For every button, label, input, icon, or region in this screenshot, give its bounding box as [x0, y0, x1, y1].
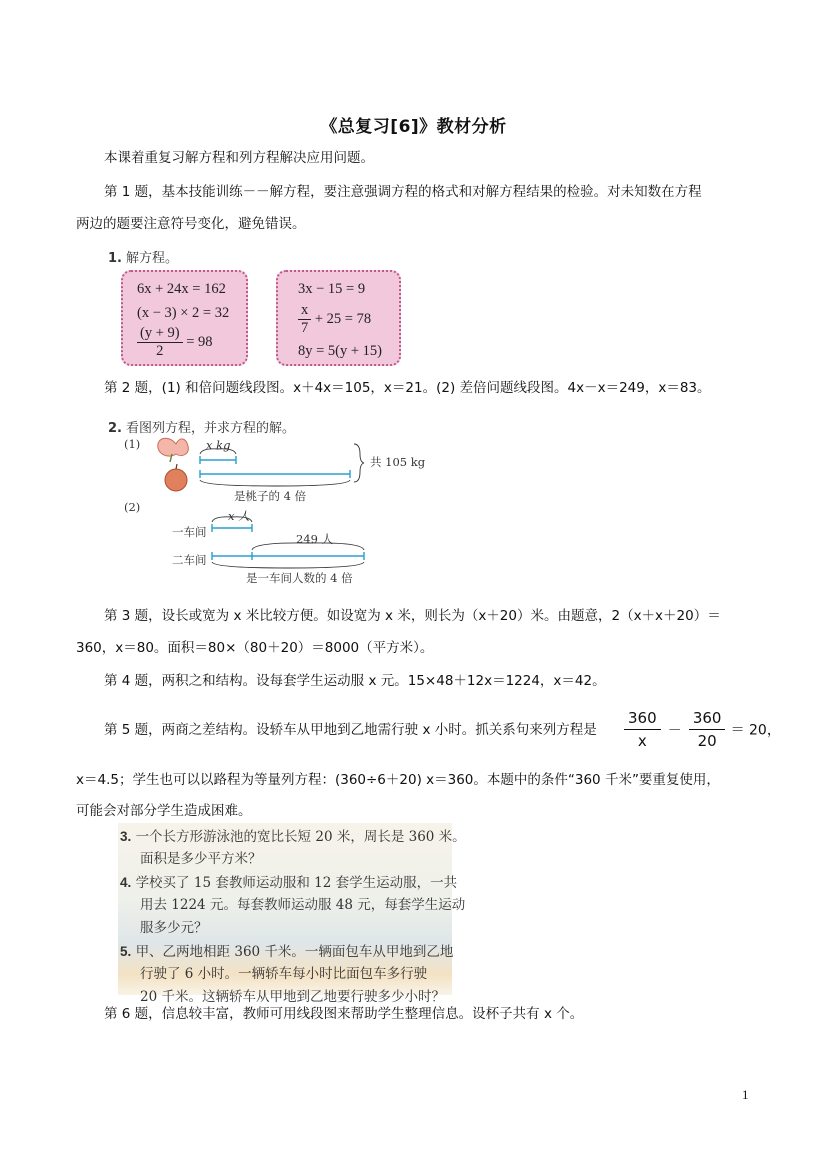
- intro-paragraph: 本课着重复习解方程和列方程解决应用问题。: [104, 150, 374, 166]
- peach-icon: [158, 438, 189, 462]
- exercise2-part1-caption: 是桃子的 4 倍: [234, 489, 307, 503]
- exercise2-part1-total: 共 105 kg: [370, 455, 426, 469]
- equation-right-3: 8y = 5(y + 15): [298, 343, 383, 359]
- q5-analysis-line1-text: 第 5 题，两商之差结构。设轿车从甲地到乙地需行驶 x 小时。抓关系句来列方程是: [104, 722, 597, 738]
- problem5-line1: [120, 940, 453, 964]
- q5-analysis-line2: x＝4.5；学生也可以以路程为等量列方程：(360÷6＋20) x＝360。本题中的条件“360 千米”要重复使用，: [76, 772, 720, 788]
- equation-left-3: [137, 325, 213, 360]
- q5-equation: [624, 707, 804, 757]
- fraction-denominator: 2: [156, 343, 164, 359]
- exercise1-heading: [108, 247, 178, 266]
- exercise2-row2-label: 二车间: [172, 553, 207, 567]
- equation-rest: + 25 = 78: [311, 310, 372, 327]
- problem4-number: 4.: [120, 875, 132, 890]
- brace-bottom-1: [200, 480, 350, 486]
- segment-diagram: [150, 430, 380, 590]
- textbook-problems-image: [118, 823, 466, 1005]
- brace-top-1: [200, 449, 236, 454]
- brace-total: [354, 444, 364, 482]
- exercise1-number: 1.: [108, 251, 122, 266]
- apple-icon: [165, 464, 187, 491]
- problem3-number: 3.: [120, 829, 132, 844]
- exercise2-row1-label: 一车间: [172, 525, 207, 539]
- problem4-text-a: 学校买了 15 套教师运动服和 12 套学生运动服，一共: [135, 875, 458, 891]
- fraction-numerator: 360: [624, 707, 661, 730]
- exercise2-number: 2.: [108, 421, 122, 436]
- equation-rest: = 98: [182, 333, 213, 350]
- problem4-line1: [120, 871, 457, 895]
- problem4-line2: 用去 1224 元。每套教师运动服 48 元，每套学生运动: [140, 897, 466, 913]
- q6-analysis-line: 第 6 题，信息较丰富，教师可用线段图来帮助学生整理信息。设杯子共有 x 个。: [104, 1006, 584, 1022]
- q4-analysis-line: 第 4 题，两积之和结构。设每套学生运动服 x 元。15×48＋12x＝1224，x＝42。: [104, 673, 606, 689]
- problem3-line1: [120, 825, 466, 849]
- exercise2-part1-unit: x kg: [206, 438, 231, 452]
- fraction-numerator: x: [298, 302, 311, 320]
- page-number: 1: [742, 1087, 749, 1102]
- exercise2-part2-label: (2): [124, 500, 141, 514]
- problem5-line2: 行驶了 6 小时。一辆轿车每小时比面包车多行驶: [140, 966, 428, 982]
- document-title: 《总复习[6]》教材分析: [320, 117, 507, 137]
- equation-left-2: (x − 3) × 2 = 32: [137, 305, 230, 321]
- fraction-denominator: x: [637, 732, 647, 750]
- brace-top-2: [212, 517, 252, 522]
- q3-analysis-line2: 360，x＝80。面积＝80×（80＋20）＝8000（平方米）。: [76, 640, 434, 656]
- exercise1-title: 解方程。: [125, 251, 178, 266]
- fraction: [298, 302, 311, 337]
- fraction-360-over-x: [624, 707, 661, 752]
- equation-right-1: 3x − 15 = 9: [298, 281, 366, 297]
- fraction-denominator: 20: [697, 732, 717, 750]
- equation-left-1: 6x + 24x = 162: [137, 281, 226, 297]
- equals-20: ＝ 20，: [730, 722, 781, 739]
- problem5-text-a: 甲、乙两地相距 360 千米。一辆面包车从甲地到乙地: [135, 944, 454, 960]
- exercise2-title: 看图列方程，并求方程的解。: [125, 421, 295, 436]
- exercise2-part2-unit: x 人: [228, 509, 250, 523]
- problem5-line3: 20 千米。这辆轿车从甲地到乙地要行驶多少小时？: [140, 989, 445, 1005]
- fraction-360-over-20: [689, 707, 726, 752]
- equation-box-right: [276, 270, 401, 366]
- exercise2-part2-caption: 是一车间人数的 4 倍: [246, 571, 353, 585]
- brace-bottom-2: [212, 562, 364, 568]
- fraction-numerator: (y + 9): [137, 325, 183, 343]
- q2-analysis-line: 第 2 题，(1) 和倍问题线段图。x＋4x＝105，x＝21。(2) 差倍问题线段图。4x－x＝249，x＝83。: [104, 380, 711, 396]
- problem5-number: 5.: [120, 944, 132, 959]
- brace-diff: [252, 543, 364, 550]
- q5-analysis-line3: 可能会对部分学生造成困难。: [76, 803, 252, 819]
- problem3-line2: 面积是多少平方米？: [140, 851, 262, 867]
- minus-sign: －: [667, 722, 682, 739]
- equation-box-left: [121, 270, 248, 366]
- exercise2-difference-label: 249 人: [296, 532, 334, 546]
- equation-right-2: [298, 302, 371, 337]
- exercise2-part1-label: (1): [124, 437, 141, 451]
- q1-analysis-line1: 第 1 题，基本技能训练－－解方程，要注意强调方程的格式和对解方程结果的检验。对未知数在方程: [104, 184, 702, 200]
- problem4-line3: 服多少元？: [140, 920, 208, 936]
- q1-analysis-line2: 两边的题要注意符号变化，避免错误。: [76, 216, 306, 232]
- fraction: [137, 325, 183, 360]
- fraction-numerator: 360: [689, 707, 726, 730]
- q3-analysis-line1: 第 3 题，设长或宽为 x 米比较方便。如设宽为 x 米，则长为（x＋20）米。由题意，2（x＋x＋20）＝: [104, 608, 721, 624]
- problem3-text-a: 一个长方形游泳池的宽比长短 20 米，周长是 360 米。: [135, 829, 466, 845]
- fraction-denominator: 7: [301, 320, 309, 336]
